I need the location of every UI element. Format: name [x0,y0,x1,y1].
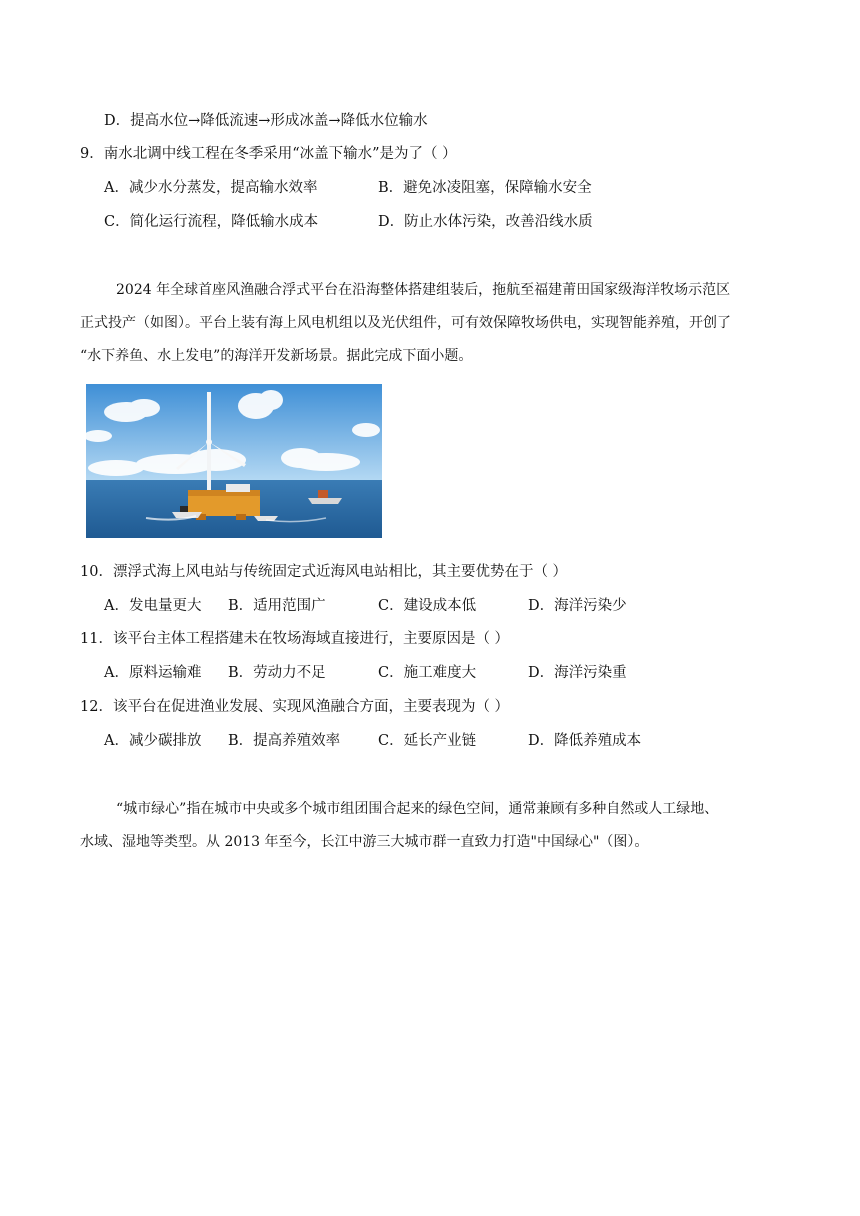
passage2-line-2: 水域、湿地等类型。从 2013 年至今，长江中游三大城市群一直致力打造"中国绿心"（图）。 [80,834,649,850]
q10-option-a: A．发电量更大 [104,598,202,614]
q10-option-b: B．适用范围广 [228,598,326,614]
q9-option-c: C．简化运行流程，降低输水成本 [104,214,319,230]
q10-option-d: D．海洋污染少 [528,598,627,614]
q10-stem: 10．漂浮式海上风电站与传统固定式近海风电站相比，其主要优势在于（ ） [80,564,568,580]
q9-option-a: A．减少水分蒸发，提高输水效率 [104,180,318,196]
q11-stem: 11．该平台主体工程搭建未在牧场海域直接进行，主要原因是（ ） [80,631,510,647]
wind-platform-photo [86,384,382,538]
passage1-line-2: 正式投产（如图）。平台上装有海上风电机组以及光伏组件，可有效保障牧场供电，实现智能养殖，开创了 [80,315,731,331]
q12-option-a: A．减少碳排放 [104,733,202,749]
passage2-line-1: “城市绿心”指在城市中央或多个城市组团围合起来的绿色空间，通常兼顾有多种自然或人工绿地、 [116,801,719,817]
passage1-line-3: “水下养鱼、水上发电”的海洋开发新场景。据此完成下面小题。 [80,348,473,364]
q9-option-d: D．防止水体污染，改善沿线水质 [378,214,593,230]
q12-option-c: C．延长产业链 [378,733,477,749]
q8-option-d: D．提高水位→降低流速→形成冰盖→降低水位输水 [104,113,428,129]
q12-stem: 12．该平台在促进渔业发展、实现风渔融合方面，主要表现为（ ） [80,699,510,715]
q11-option-c: C．施工难度大 [378,665,477,681]
q12-option-b: B．提高养殖效率 [228,733,341,749]
passage1-line-1: 2024 年全球首座风渔融合浮式平台在沿海整体搭建组装后，拖航至福建莆田国家级海洋牧场示范区 [116,282,731,298]
q12-option-d: D．降低养殖成本 [528,733,642,749]
q9-option-b: B．避免冰凌阻塞，保障输水安全 [378,180,592,196]
q10-option-c: C．建设成本低 [378,598,477,614]
q11-option-a: A．原料运输难 [104,665,202,681]
q9-stem: 9．南水北调中线工程在冬季采用“冰盖下输水”是为了（ ） [80,146,457,162]
q11-option-b: B．劳动力不足 [228,665,326,681]
q11-option-d: D．海洋污染重 [528,665,627,681]
